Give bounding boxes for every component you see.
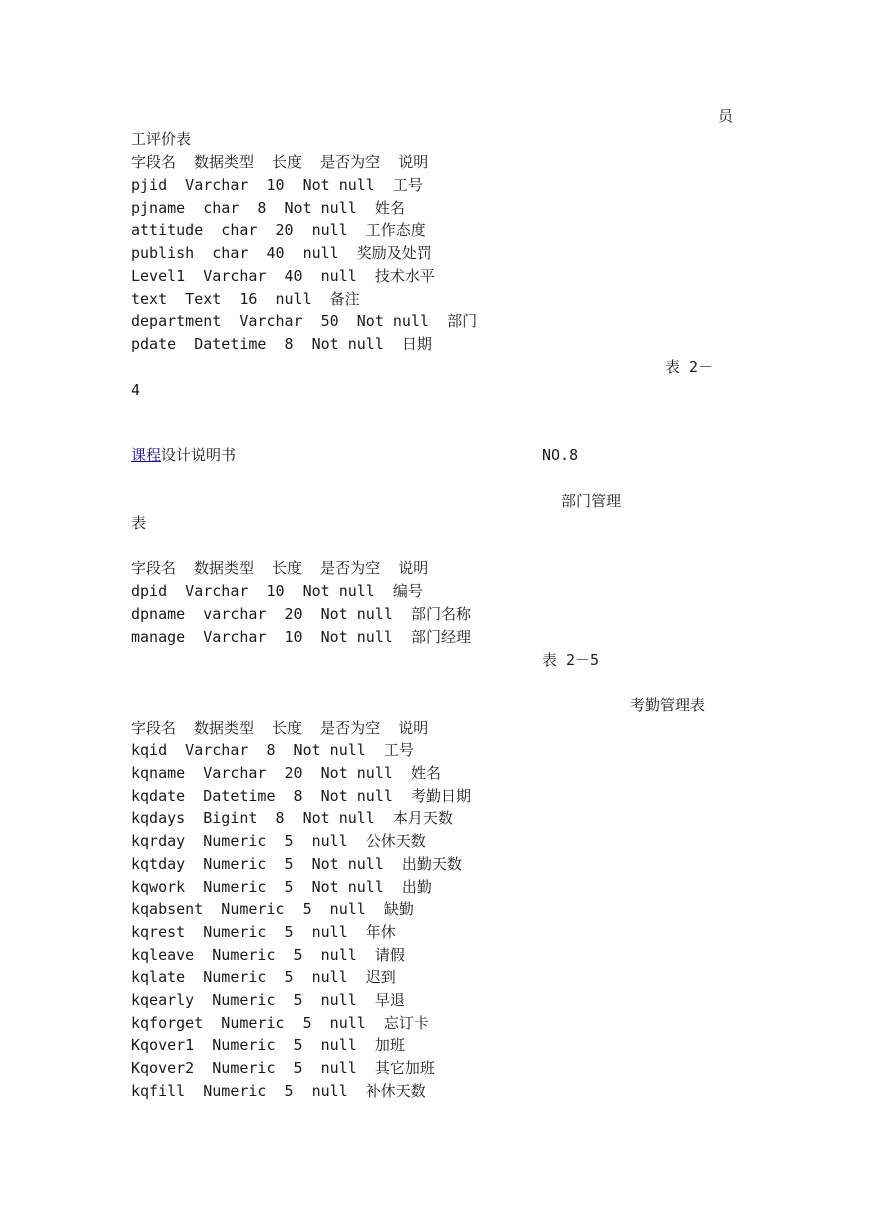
- attendance-row: kqid Varchar 8 Not null 工号: [131, 741, 414, 759]
- dept-mgmt-row: manage Varchar 10 Not null 部门经理: [131, 628, 471, 646]
- dept-mgmt-title-part2: 表: [131, 514, 147, 532]
- attendance-mgmt-title: 考勤管理表: [630, 696, 706, 714]
- attendance-row: kqfill Numeric 5 null 补休天数: [131, 1082, 426, 1100]
- dept-mgmt-row: dpid Varchar 10 Not null 编号: [131, 582, 423, 600]
- attendance-row: kqdays Bigint 8 Not null 本月天数: [131, 809, 453, 827]
- employee-eval-row: department Varchar 50 Not null 部门: [131, 312, 478, 330]
- attendance-row: kqrest Numeric 5 null 年休: [131, 923, 396, 941]
- employee-eval-row: pjname char 8 Not null 姓名: [131, 199, 405, 217]
- employee-eval-row: Level1 Varchar 40 null 技术水平: [131, 267, 435, 285]
- table-caption-2-4-part2: 4: [131, 381, 141, 399]
- dept-mgmt-header-row: 字段名 数据类型 长度 是否为空 说明: [131, 559, 429, 577]
- dept-mgmt-title-part1: 部门管理: [561, 492, 622, 510]
- employee-eval-row: pdate Datetime 8 Not null 日期: [131, 335, 432, 353]
- attendance-header-row: 字段名 数据类型 长度 是否为空 说明: [131, 719, 429, 737]
- employee-eval-title-part2: 工评价表: [131, 130, 192, 148]
- employee-eval-row: pjid Varchar 10 Not null 工号: [131, 176, 423, 194]
- attendance-row: kqlate Numeric 5 null 迟到: [131, 968, 396, 986]
- table-caption-2-4-part1: 表 2－: [665, 358, 714, 376]
- attendance-row: kqearly Numeric 5 null 早退: [131, 991, 405, 1009]
- attendance-row: kqname Varchar 20 Not null 姓名: [131, 764, 441, 782]
- attendance-row: kqleave Numeric 5 null 请假: [131, 946, 405, 964]
- attendance-row: kqwork Numeric 5 Not null 出勤: [131, 878, 432, 896]
- attendance-row: kqtday Numeric 5 Not null 出勤天数: [131, 855, 462, 873]
- attendance-row: Kqover1 Numeric 5 null 加班: [131, 1036, 405, 1054]
- attendance-row: kqforget Numeric 5 null 忘订卡: [131, 1014, 429, 1032]
- attendance-row: kqabsent Numeric 5 null 缺勤: [131, 900, 414, 918]
- attendance-row: kqrday Numeric 5 null 公休天数: [131, 832, 426, 850]
- employee-eval-row: attitude char 20 null 工作态度: [131, 221, 426, 239]
- course-link[interactable]: 课程: [131, 446, 162, 464]
- dept-mgmt-row: dpname varchar 20 Not null 部门名称: [131, 605, 471, 623]
- employee-eval-row: publish char 40 null 奖励及处罚: [131, 244, 432, 262]
- employee-eval-row: text Text 16 null 备注: [131, 290, 360, 308]
- page-header-title: [131, 445, 236, 465]
- table-caption-2-5: 表 2－5: [542, 651, 600, 669]
- employee-eval-header-row: 字段名 数据类型 长度 是否为空 说明: [131, 153, 429, 171]
- attendance-row: kqdate Datetime 8 Not null 考勤日期: [131, 787, 471, 805]
- page-number: NO.8: [542, 446, 579, 464]
- page-header-title-rest: 设计说明书: [161, 446, 237, 464]
- employee-eval-title-part1: 员: [718, 107, 734, 125]
- attendance-row: Kqover2 Numeric 5 null 其它加班: [131, 1059, 435, 1077]
